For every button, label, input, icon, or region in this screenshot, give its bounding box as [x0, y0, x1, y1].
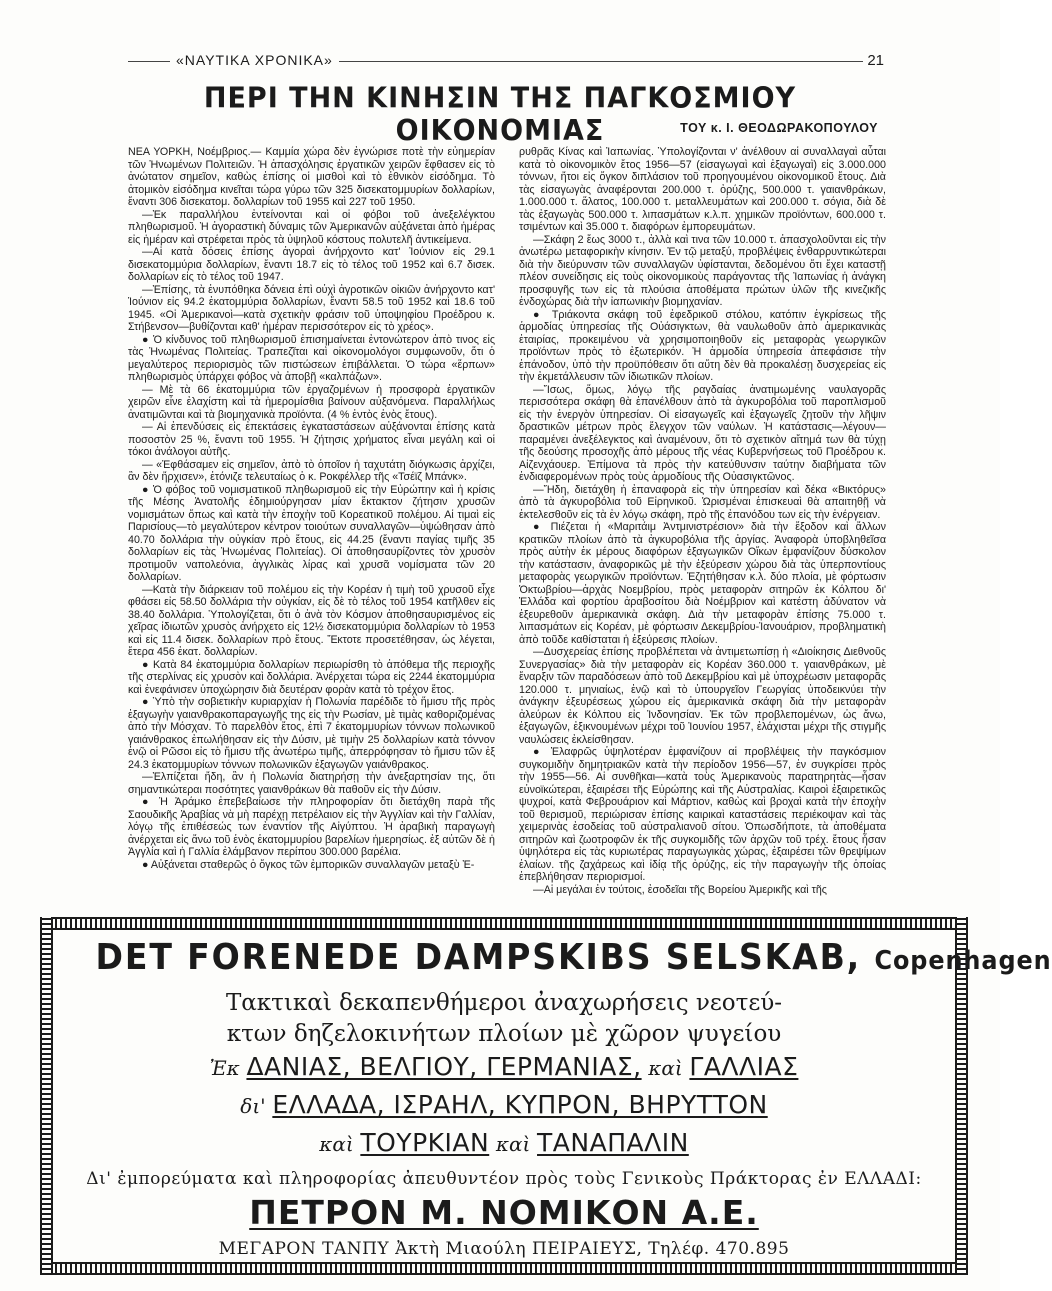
ad-border-top — [40, 917, 968, 930]
article-paragraph: — Αἱ ἐπενδύσεις εἰς ἐπεκτάσεις ἐγκαταστάσεων αὐξάνονται ἐπίσης κατὰ ποσοστὸν 25 %, ἔναντι τοῦ 1955. Ἡ ζήτησις χρήματος εἶναι μεγάλη καὶ οἱ τόκοι ἀνάλογοι αὐτῆς. — [128, 421, 495, 458]
ad-dest2-country1: ΤΟΥΡΚΙΑΝ — [360, 1128, 490, 1157]
article-paragraph: —Ἴσως, ὅμως, λόγῳ τῆς ραγδαίας ἀνατιμωμένης ναυλαγορᾶς περισσότερα σκάφη θὰ ἐπανέλθουν ἀπὸ τὰ ἀγκυροβόλια τοῦ παροπλισμοῦ εἰς τὴν ἐνεργὸν ὑπηρεσίαν. Οἱ εἰσαγωγεῖς καὶ ἐξαγωγεῖς ζητοῦν τὴν λῆψιν δραστικῶν μέτρων πρὸς ἔλεγχον τῶν ναύλων. Ἡ κατάστασις—λέγουν—παραμένει ἀνεξέλεγκτος καὶ ἀναμένουν, ὅτι τὸ σχετικὸν αἴτημά των θὰ τύχῃ τῆς δεούσης προσοχῆς ἀπὸ μέρους τῆς νέας Κυβερνήσεως τοῦ Προέδρου κ. Αἰζενχάουερ. Ἐπίμονα τὰ πρὸς τὴν κατεύθυνσιν ταύτην διαβήματα τῶν ἐνδιαφερομένων πρὸς τοὺς ἁρμοδίους τῆς Οὐασιγκτῶνος. — [519, 383, 886, 483]
ad-line-destinations-2 — [60, 1128, 948, 1158]
article-paragraph: —Αἱ μεγάλαι ἐν τούτοις, ἐσοδεῖαι τῆς Βορείου Ἀμερικῆς καὶ τῆς — [533, 883, 827, 896]
article-paragraph: ● Πιέζεται ἡ «Μαριτάιμ Ἀντμινιστρέσιον» διὰ τὴν ἔξοδον καὶ ἄλλων κρατικῶν πλοίων ἀπὸ τὰ ἀγκυροβόλια τῆς ἀργίας. Ἀναφορὰ ὑποβληθεῖσα πρὸς αὐτὴν ἐκ μέρους διαφόρων ἐξαγωγικῶν Οἴκων ἐμφανίζουν δύσκολον τὴν κατάστασιν, ἀναφορικῶς μὲ τὴν ἐξεύρεσιν χώρου διὰ τὰς ὑπερποντίους μεταφορὰς γεωργικῶν προϊόντων. Ἐζητήθησαν κ.λ. δύο πλοία, μὲ φόρτωσιν Ὀκτωβρίου—ἀρχὰς Νοεμβρίου, πρὸς μεταφορὰν σιτηρῶν ἐκ Κόλπου δι' Ἑλλάδα καὶ φορτίου ἀραβοσίτου διὰ Νοέμβριον καὶ κατέστη ἀδύνατον νὰ ἐξευρεθοῦν ἀμερικανικὰ σκάφη. Διὰ τὴν μεταφορὰν ἐπίσης 75.000 τ. λιπασμάτων εἰς Κορέαν, μὲ φόρτωσιν Δεκεμβρίου-Ἰανουάριον, προβληματικὴ ἀπὸ τοῦδε καθίσταται ἡ ἐξεύρεσις πλοίων. — [519, 521, 886, 646]
article-paragraph: — Μὲ τὰ 66 ἑκατομμύρια τῶν ἐργαζομένων ἡ προσφορὰ ἐργατικῶν χειρῶν εἶνε ἐλαχίστη καὶ τὰ ἡμερομίσθια βαίνουν αὐξανόμενα. Παραλλήλως ἀνατιμῶνται καὶ τὰ βιομηχανικὰ προϊόντα. (4 % ἐντὸς ἑνὸς ἔτους). — [128, 383, 495, 421]
ad-company-title: DET FORENEDE DAMPSKIBS SELSKAB, — [95, 937, 862, 978]
ad-line-vessels: κτων δηζελοκινήτων πλοίων μὲ χῶρον ψυγείου — [226, 1021, 782, 1047]
right-column — [519, 146, 886, 906]
article-paragraph: —Ἐκ παραλλήλου ἐντείνονται καὶ οἱ φόβοι τοῦ ἀνεξελέγκτου πληθωρισμοῦ. Ἡ ἀγοραστικὴ δύναμις τῶν Ἀμερικανῶν αὐξάνεται ἀπὸ ἡμέρας εἰς ἡμέραν καὶ στρέφεται πρὸς τὰ ὑψηλοῦ κόστους πολυτελῆ ἀντικείμενα. — [128, 208, 495, 246]
ad-dest-countries: ΕΛΛΑΔΑ, ΙΣΡΑΗΛ, ΚΥΠΡΟΝ, ΒΗΡΥΤΤΟΝ — [272, 1090, 768, 1119]
ad-dest2-conj2: καὶ — [495, 1132, 531, 1156]
article-paragraph: —Σκάφη 2 ἕως 3000 τ., ἀλλὰ καὶ τινα τῶν 10.000 τ. ἀπασχολοῦνται εἰς τὴν ἀνωτέρω μεταφορικὴν κίνησιν. Ἐν τῷ μεταξύ, προβλέψεις ἐνθαρρυντικώτεραι διὰ τὴν διεύρυνσιν τῶν συναλλαγῶν ὑφίστανται, δεδομένου ὅτι ἔχει καταστῇ πλέον συνείδησις εἰς τοὺς οἰκονομικοὺς παράγοντας τῆς Ἰαπωνίας ἡ ἀνάγκη προσφυγῆς των εἰς τὰ πλούσια ἀποθέματα πρώτων ὑλῶν τῆς κινεζικῆς ἐνδοχώρας διὰ τὴν ἰαπωνικὴν βιομηχανίαν. — [519, 233, 886, 308]
ad-origin-last: ΓΑΛΛΙΑΣ — [689, 1052, 799, 1081]
ad-line-destinations — [60, 1090, 948, 1120]
advertisement-box — [40, 917, 1052, 1275]
article-paragraph: —Ἐλπίζεται ἤδη, ἂν ἡ Πολωνία διατηρήσῃ τὴν ἀνεξαρτησίαν της, ὅτι σημαντικώτεραι ποσότητες γαιανθράκων θὰ παθοῦν εἰς τὴν Δύσιν. — [128, 771, 495, 796]
article-paragraph: —Δυσχερείας ἐπίσης προβλέπεται νὰ ἀντιμετωπίσῃ ἡ «Διοίκησις Διεθνοῦς Συνεργασίας» διὰ τὴν μεταφορὰν εἰς Κορέαν 360.000 τ. γαιανθράκων, μὲ ἔναρξιν τῶν παραδόσεων ἀπὸ τοῦ Δεκεμβρίου καὶ μὲ ὑποχρέωσιν μεταφορᾶς 120.000 τ. μηνιαίως, ἐνῷ καὶ τὸ ὑπουργεῖον Γεωργίας ὑποδεικνύει τὴν ἀνάγκην ἐξευρέσεως χώρου εἰς ἀμερικανικὰ σκάφη διὰ τὴν μεταφορὰν ἀλεύρων ἐκ Κόλπου εἰς Ἰνδονησίαν. Ἐκ τῶν προβλεπομένων, ὡς ἄνω, ἐξαγωγῶν, ἐξικνουμένων μέχρι τοῦ Ἰουνίου 1957, ἐλάχισται μέχρι τῆς στιγμῆς ναυλώσεις ἐκλείσθησαν. — [519, 646, 886, 746]
running-header — [128, 52, 888, 74]
ad-line-origins — [60, 1052, 948, 1082]
ad-line-sailings: Τακτικαὶ δεκαπενθήμεροι ἀναχωρήσεις νεοτεύ- — [225, 990, 783, 1016]
ad-origin-conj: καὶ — [648, 1056, 683, 1080]
article-title: ΠΕΡΙ ΤΗΝ ΚΙΝΗΣΙΝ ΤΗΣ ΠΑΓΚΟΣΜΙΟΥ ΟΙΚΟΝΟΜΙΑΣ — [203, 82, 797, 148]
article-paragraph: ● Κατὰ 84 ἑκατομμύρια δολλαρίων περιωρίσθη τὸ ἀπόθεμα τῆς περιοχῆς τῆς στερλίνας εἰς χρυσὸν καὶ δολλάρια. Ἀνέρχεται τώρα εἰς 2244 ἑκατομμύρια καὶ ἐνεφάνισεν ὑποχώρησιν διὰ δευτέραν φορὰν κατὰ τὸ τρέχον ἔτος. — [128, 658, 495, 696]
left-column — [128, 146, 495, 906]
ad-address-line: ΜΕΓΑΡΟΝ ΤΑΝΠΥ Ἀκτὴ Μιαούλη ΠΕΙΡΑΙΕΥΣ, Τηλέφ. 470.895 — [218, 1239, 790, 1259]
ad-border-left — [40, 917, 53, 1275]
page-number: 21 — [863, 52, 888, 69]
article-paragraph: —Ἤδη, διετάχθη ἡ ἐπαναφορὰ εἰς τὴν ὑπηρεσίαν καὶ δέκα «Βικτόρυς» ἀπὸ τὰ ἀγκυροβόλια τοῦ Εἰρηνικοῦ. Ὡρισμέναι ἐπισκευαὶ θὰ απαιτηθῇ νὰ ἐκτελεσθοῦν εἰς τὰ ἐν λόγῳ σκάφη, πρὸ τῆς ἐπανόδου των εἰς τὴν ἐνέργειαν. — [519, 483, 886, 521]
article-paragraph: ρυθρᾶς Κίνας καὶ Ἰαπωνίας. Ὑπολογίζονται ν' ἀνέλθουν αἱ συναλλαγαὶ αὗται κατὰ τὸ οἰκονομικὸν ἔτος 1956—57 (εἰσαγωγαὶ καὶ ἐξαγωγαὶ) εἰς 3.000.000 τόννων, ἤτοι εἰς ὄγκον διπλάσιον τοῦ προηγουμένου οἰκονομικοῦ ἔτους. Διὰ τὰς εἰσαγωγὰς ἀναφέρονται 200.000 τ. ὀρύζης, 500.000 τ. γαιανθράκων, 1.000.000 τ. ἅλατος, 100.000 τ. μεταλλευμάτων καὶ 200.000 τ. σόγια, διὰ δὲ τὰς ἐξαγωγὰς 500.000 τ. λιπασμάτων κ.λ.π. χημικῶν προϊόντων, 600.000 τ. τσιμέντων καὶ 35.000 τ. διαφόρων ἐμπορευμάτων. — [519, 146, 886, 233]
article-paragraph: ● Τριάκοντα σκάφη τοῦ ἐφεδρικοῦ στόλου, κατόπιν ἐγκρίσεως τῆς ἁρμοδίας ὑπηρεσίας τῆς Οὐάσιγκτων, θὰ ναυλωθοῦν ἀπὸ ἀμερικανικὰς ἑταιρίας, προκειμένου νὰ χρησιμοποιηθοῦν εἰς μεταφορὰς γεωργικῶν προϊόντων πρὸς τὸ ἐξωτερικόν. Ἡ ἁρμοδία ὑπηρεσία ἀπεφάσισε τὴν ἐπάνοδον, ὑπὸ τὴν προϋπόθεσιν ὅτι αὕτη δὲν θὰ προκαλέσῃ δυσχερείας εἰς τὴν ἐκμετάλλευσιν τῶν ἰδιωτικῶν πλοίων. — [519, 308, 886, 383]
ad-dest2-conj1: καὶ — [319, 1132, 354, 1156]
ad-dest-prefix: δι' — [240, 1094, 266, 1118]
article-paragraph: ● Ὑπὸ τὴν σοβιετικὴν κυριαρχίαν ἡ Πολωνία παρέδιδε τὸ ἥμισυ τῆς πρὸς ἐξαγωγὴν γαιανθρακοπαραγωγῆς της εἰς τὴν Ρωσίαν, μὲ τιμὰς καθοριζομένας ἀπὸ τὴν Μόσχαν. Τὸ παρελθὸν ἔτος, ἐπὶ 7 ἑκατομμυρίων τόννων πολωνικοῦ γαιάνθρακος ἐπωλήθησαν εἰς τὴν Δύσιν, μὲ τιμὴν 25 δολλαρίων κατὰ τόννον ἐνῷ οἱ Ρῶσοι εἰς τὸ ἥμισυ τῆς ἀνωτέρω τιμῆς, ἀπερρόφησαν τὸ ἥμισυ τῶν ἐξ 24.3 ἑκατομμυρίων τόννων πολωνικῶν ἐξαγωγῶν γαιάνθρακος. — [128, 696, 495, 771]
article-paragraph: ● Ὁ κίνδυνος τοῦ πληθωρισμοῦ ἐπισημαίνεται ἐντονώτερον ἀπὸ τινος εἰς τὰς Ἡνωμένας Πολιτείας. Τραπεζῖται καὶ οἰκονομολόγοι συμφωνοῦν, ὅτι ὁ μεγαλύτερος περιορισμὸς τῶν πιστώσεων ἐπιβάλλεται. Ὁ τώρα «ἕρπων» πληθωρισμὸς ὑπάρχει φόβος νὰ ἀποβῇ «καλπάζων». — [128, 333, 495, 383]
article-paragraph: ● Ἡ Ἀράμκο ἐπεβεβαίωσε τὴν πληροφορίαν ὅτι διετάχθη παρὰ τῆς Σαουδικῆς Ἀραβίας νὰ μὴ παρέχῃ πετρέλαιον εἰς τὴν Ἀγγλίαν καὶ τὴν Γαλλίαν, λόγῳ τῆς ἐπιθέσεώς των ἐναντίον τῆς Αἰγύπτου. Ἡ ἀραβικὴ παραγωγὴ ἀνέρχεται εἰς ἄνω τοῦ ἑνὸς ἑκατομμυρίου βαρελίων ἡμερησίως. ἐξ αὐτῶν δὲ ἡ Ἀγγλία καὶ ἡ Γαλλία ἐλάμβανον περίπου 300.000 βαρέλια. — [128, 796, 495, 858]
ad-dest2-country2: ΤΑΝΑΠΑΛΙΝ — [537, 1128, 689, 1157]
article-body — [128, 146, 888, 906]
article-paragraph: —Ἐπίσης, τὰ ἐνυπόθηκα δάνεια ἐπὶ οὐχὶ ἀγροτικῶν οἰκιῶν ἀνήρχοντο κατ' Ἰούνιον εἰς 94.2 ἑκατομμύρια δολλαρίων, ἔναντι 58.5 τοῦ 1952 καὶ 18.6 τοῦ 1945. «Οἱ Ἀμερικανοὶ—κατὰ σχετικὴν φράσιν τοῦ ὑποψηφίου Προέδρου κ. Στήβενσον—βυθίζονται καθ' ἡμέραν περισσότερον εἰς τὸ χρέος». — [128, 283, 495, 333]
ad-agent-name: ΠΕΤΡΟΝ Μ. ΝΟΜΙΚΟΝ Α.Ε. — [249, 1193, 759, 1232]
article-paragraph: — «Ἐφθάσαμεν εἰς σημεῖον, ἀπὸ τὸ ὁποῖον ἡ ταχυτάτη διόγκωσις ἀρχίζει, ἂν δὲν ἤρχισεν», ἐτόνιζε τελευταίως ὁ κ. Ροκφέλλερ τῆς «Τσέϊζ Μπάνκ». — [128, 458, 495, 483]
article-paragraph: ● Ἐλαφρῶς ὑψηλοτέραν ἐμφανίζουν αἱ προβλέψεις τὴν παγκόσμιον συγκομιδὴν δημητριακῶν κατὰ τὴν περίοδον 1956—57, ἐν συγκρίσει πρὸς τὴν 1955—56. Αἱ συνθῆκαι—κατὰ τοὺς Ἀμερικανοὺς παρατηρητὰς—ἦσαν εὐνοϊκώτεραι, ἐξαιρέσει τῆς Εὐρώπης καὶ τῆς Αὐστραλίας. Καιροὶ ἐξαιρετικῶς ψυχροί, κατὰ Φεβρουάριον καὶ Μάρτιον, καθὼς καὶ βροχαὶ κατὰ τὴν ἐποχὴν τοῦ θερισμοῦ, περιώρισαν ἐπίσης καιρικαὶ καταστάσεις περιέκοψαν καὶ τὰς χειμερινὰς ἐσοδείας τοῦ αὐστραλιανοῦ σίτου. Ὁπωσδήποτε, τὰ ἀποθέματα σιτηρῶν καὶ ζωοτροφῶν ἐκ τῆς συγκομιδῆς τῶν ἀρχῶν τοῦ τρέχ. ἔτους ἦσαν ὑψηλότερα εἰς τὰς κυριωτέρας παραγωγικὰς χώρας, ἐξαιρέσει τῶν θρεψίμων ἐλαίων. τῆς ζαχάρεως καὶ ἰδίᾳ τῆς ὀρύζης, εἰς τὴν παραγωγὴν τῆς ὁποίας ἐπεβλήθησαν περιορισμοί. — [519, 746, 886, 883]
article-paragraph: —Κατὰ τὴν διάρκειαν τοῦ πολέμου εἰς τὴν Κορέαν ἡ τιμὴ τοῦ χρυσοῦ εἶχε φθάσει εἰς 58.50 δολλάρια τὴν οὐγκίαν, εἰς δὲ τὸ τέλος τοῦ 1954 κατῆλθεν εἰς 38.40 δολλάρια. Ὑπολογίζεται, ὅτι ὁ ἀνὰ τὸν Κόσμον ἀποθησαυρισμένος εἰς χεῖρας ἰδιωτῶν χρυσὸς ἀνήρχετο εἰς 12½ δισεκατομμύρια δολλαρίων τὸ 1953 καὶ εἰς 11.4 δισεκ. δολλαρίων πρὸ ἔτους. Ἔκτοτε προσετέθησαν, ὡς λέγεται, ἕτερα 456 ἑκατ. δολλαρίων. — [128, 583, 495, 658]
ad-contact-line: Δι' ἐμπορεύματα καὶ πληροφορίας ἀπευθυντέον πρὸς τοὺς Γενικοὺς Πράκτορας ἐν ΕΛΛΑΔΙ: — [86, 1169, 922, 1189]
ad-company-city: Copenhagen — [874, 946, 1052, 976]
article-paragraph: —Αἱ κατὰ δόσεις ἐπίσης ἀγοραὶ ἀνήρχοντο κατ' Ἰούνιον εἰς 29.1 δισεκατομμύρια δολλαρίων, ἔναντι 18.7 εἰς τὸ τέλος τοῦ 1952 καὶ 6.7 δισεκ. δολλαρίων εἰς τὸ τέλος τοῦ 1947. — [128, 246, 495, 283]
ad-origin-countries: ΔΑΝΙΑΣ, ΒΕΛΓΙΟΥ, ΓΕΡΜΑΝΙΑΣ, — [246, 1052, 642, 1081]
ad-origin-prefix: Ἐκ — [209, 1056, 240, 1080]
article-paragraph: ● Αὐξάνεται σταθερῶς ὁ ὄγκος τῶν ἐμπορικῶν συναλλαγῶν μεταξὺ Ἐ- — [142, 858, 475, 871]
ad-company-name — [95, 937, 1052, 978]
article-paragraph: ● Ὁ φόβος τοῦ νομισματικοῦ πληθωρισμοῦ εἰς τὴν Εὐρώπην καὶ ἡ κρίσις τῆς Μέσης Ἀνατολῆς ἐδημιούργησαν μίαν ἔκτακτον ζήτησιν χρυσῶν νομισμάτων ὅπως καὶ κατὰ τὴν ἐποχὴν τοῦ Κορεατικοῦ πολέμου. Αἱ τιμαὶ εἰς Παρισίους—τὸ μεγαλύτερον κέντρον τοιούτων συναλλαγῶν—ὑψώθησαν ἀπὸ 40.70 δολλάρια τὴν οὐγκίαν πρὸ ἔτους, εἰς 44.25 (ἔναντι παγίας τιμῆς 35 δολλαρίων εἰς τὰς Ἡνωμένας Πολιτείας). Οἱ ἀποθησαυρίζοντες τὸν χρυσὸν προτιμοῦν ναπολεόνια, ἀγγλικὰς λίρας καὶ χρυσᾶ νομίσματα τῶν 20 δολλαρίων. — [128, 483, 495, 583]
article-byline: ΤΟΥ κ. Ι. ΘΕΟΔΩΡΑΚΟΠΟΥΛΟΥ — [680, 121, 878, 135]
journal-name: «ΝΑΥΤΙΚΑ ΧΡΟΝΙΚΑ» — [170, 52, 339, 68]
ad-border-bottom — [40, 1262, 968, 1275]
article-paragraph: ΝΕΑ ΥΟΡΚΗ, Νοέμβριος.— Καμμία χώρα δὲν ἐγνώρισε ποτὲ τὴν εὐημερίαν τῶν Ἡνωμένων Πολιτειῶν. Ἡ ἀπασχόλησις ἐργατικῶν χειρῶν ἔφθασεν εἰς τὸ ἀνώτατον σημεῖον, καθὼς ἐπίσης οἱ μισθοὶ καὶ τὸ ἐθνικὸν εἰσόδημα. Τὸ ἀτομικὸν εἰσόδημα κινεῖται τώρα γύρω τῶν 325 δισεκατομμυρίων δολλαρίων, ἔναντι 306 δισεκατομ. δολλαρίων τοῦ 1955 καὶ 227 τοῦ 1950. — [128, 146, 495, 208]
